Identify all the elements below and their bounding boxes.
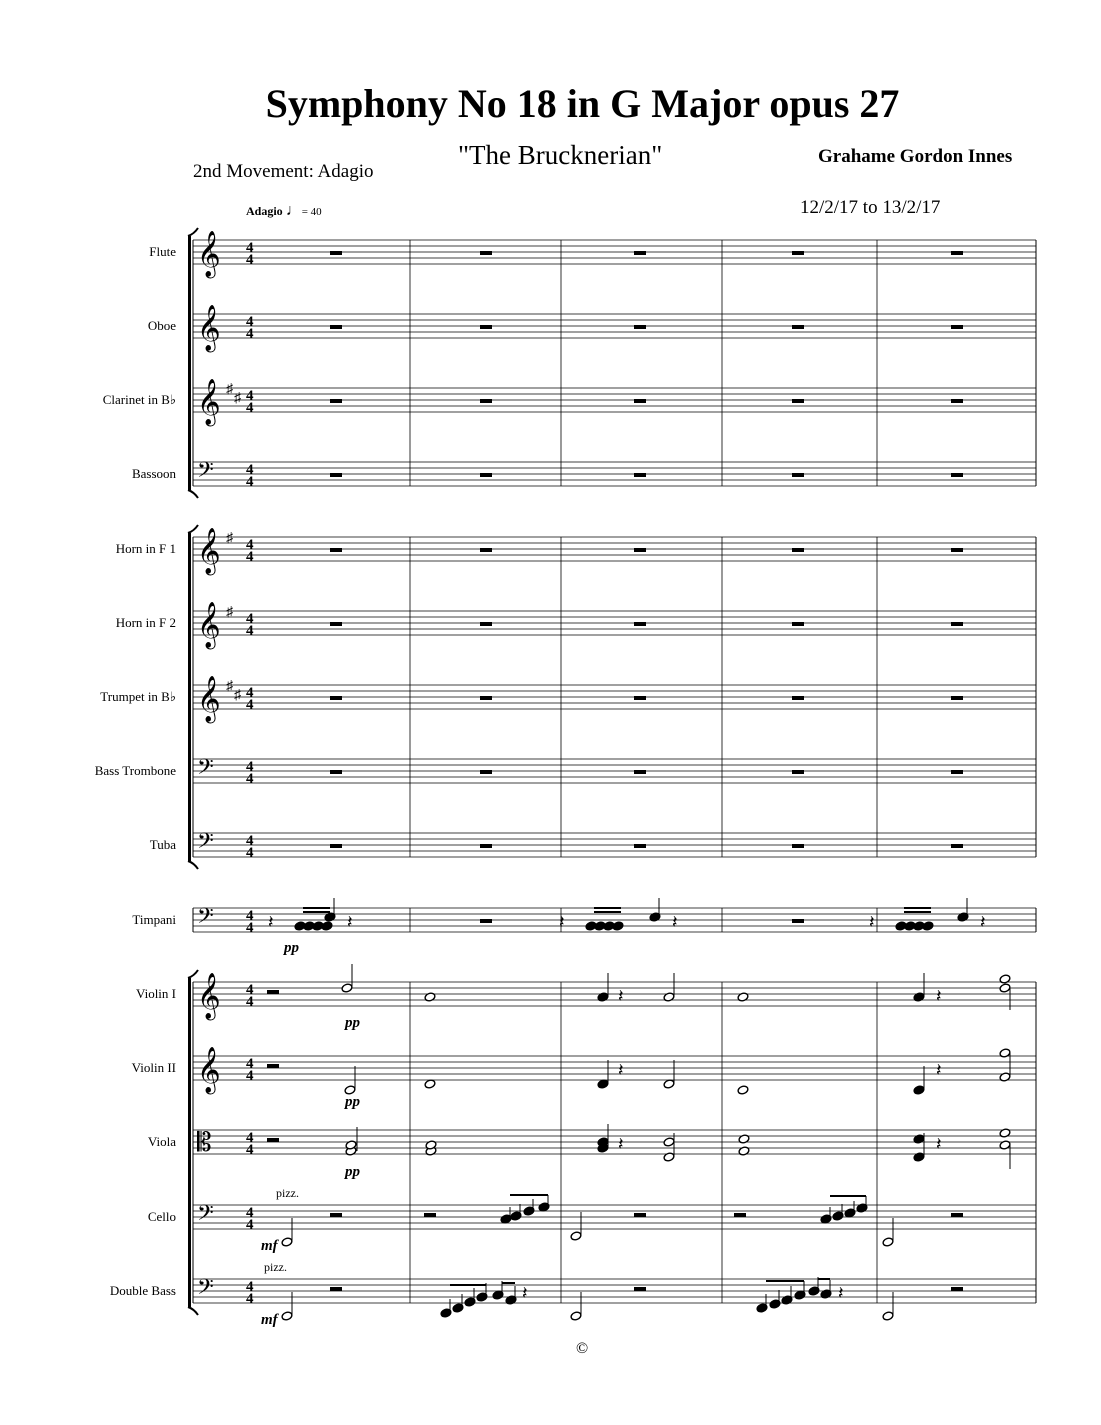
half-note: [663, 1152, 675, 1162]
time-signature-bottom: 4: [246, 400, 254, 416]
movement-label: 2nd Movement: Adagio: [193, 161, 374, 182]
time-signature-bottom: 4: [246, 845, 254, 861]
sharp-icon: ♯: [226, 679, 233, 694]
time-signature-top: 4: [246, 833, 254, 849]
bracket-hook: [188, 490, 198, 498]
quarter-note-icon: ♩: [285, 202, 302, 219]
whole-rest-icon: [792, 251, 804, 255]
clef-bass-icon: 𝄢: [197, 755, 214, 785]
time-signature-top: 4: [246, 1205, 254, 1221]
instrument-label-violin2: Violin II: [131, 1060, 176, 1075]
clef-treble-icon: 𝄞: [197, 305, 221, 351]
half-note: [999, 983, 1011, 993]
whole-rest-icon: [634, 399, 646, 403]
whole-rest-icon: [792, 548, 804, 552]
instrument-label-horn2: Horn in F 2: [115, 615, 176, 630]
whole-rest-icon: [634, 473, 646, 477]
whole-rest-icon: [634, 844, 646, 848]
time-signature-bottom: 4: [246, 771, 254, 787]
clef-bass-icon: 𝄢: [197, 458, 214, 488]
time-signature-top: 4: [246, 388, 254, 404]
half-note: [663, 1137, 675, 1147]
whole-rest-icon: [951, 548, 963, 552]
whole-rest-icon: [480, 622, 492, 626]
instrument-label-horn1: Horn in F 1: [115, 541, 176, 556]
half-rest-icon: [330, 1287, 342, 1291]
dynamic-viola: pp: [345, 1164, 360, 1180]
quarter-rest-icon: 𝄽: [980, 912, 986, 933]
clef-treble-icon: 𝄞: [197, 528, 221, 574]
instrument-label-viola: Viola: [147, 1134, 176, 1149]
sharp-icon: ♯: [234, 391, 241, 406]
quarter-rest-icon: 𝄽: [936, 986, 942, 1007]
quarter-rest-icon: 𝄽: [838, 1283, 844, 1304]
whole-rest-icon: [330, 844, 342, 848]
half-rest-icon: [424, 1213, 436, 1217]
bracket: [188, 236, 191, 490]
whole-rest-icon: [951, 696, 963, 700]
time-signature-top: 4: [246, 537, 254, 553]
whole-rest-icon: [330, 473, 342, 477]
time-signature-bottom: 4: [246, 1068, 254, 1084]
half-rest-icon: [634, 1287, 646, 1291]
whole-rest-icon: [951, 622, 963, 626]
whole-rest-icon: [480, 251, 492, 255]
whole-rest-icon: [951, 770, 963, 774]
whole-rest-icon: [480, 770, 492, 774]
technique-double-bass: pizz.: [264, 1260, 287, 1274]
sharp-icon: ♯: [226, 531, 233, 546]
half-rest-icon: [267, 990, 279, 994]
composer-name: Grahame Gordon Innes: [818, 146, 1013, 167]
time-signature-top: 4: [246, 611, 254, 627]
quarter-rest-icon: 𝄽: [522, 1283, 528, 1304]
whole-rest-icon: [634, 696, 646, 700]
quarter-rest-icon: 𝄽: [559, 912, 565, 933]
whole-note: [424, 992, 436, 1002]
sharp-icon: ♯: [226, 605, 233, 620]
time-signature-bottom: 4: [246, 474, 254, 490]
instrument-label-cello: Cello: [147, 1209, 176, 1224]
clef-treble-icon: 𝄞: [197, 231, 221, 277]
quarter-rest-icon: 𝄽: [347, 912, 353, 933]
whole-rest-icon: [480, 399, 492, 403]
clef-treble-icon: 𝄞: [197, 676, 221, 722]
whole-rest-icon: [951, 325, 963, 329]
quarter-note: [597, 992, 609, 1002]
time-signature-bottom: 4: [246, 920, 254, 936]
clef-bass-icon: 𝄢: [197, 1275, 214, 1305]
whole-note: [737, 1085, 749, 1095]
timpani-note: [321, 921, 333, 931]
whole-rest-icon: [330, 770, 342, 774]
half-note: [999, 1140, 1011, 1150]
half-note: [999, 1072, 1011, 1082]
dynamic-violin2: pp: [345, 1094, 360, 1110]
time-signature-top: 4: [246, 982, 254, 998]
time-signature-bottom: 4: [246, 1142, 254, 1158]
whole-rest-icon: [951, 844, 963, 848]
half-rest-icon: [951, 1287, 963, 1291]
clef-bass-icon: 𝄢: [197, 904, 214, 934]
quarter-note: [597, 1079, 609, 1089]
bracket-hook: [188, 1307, 198, 1315]
instrument-label-bassoon: Bassoon: [131, 466, 176, 481]
time-signature-top: 4: [246, 1056, 254, 1072]
score-subtitle: "The Brucknerian": [458, 140, 663, 170]
timpani-note: [922, 921, 934, 931]
half-note: [344, 1085, 356, 1095]
clef-bass-icon: 𝄢: [197, 1201, 214, 1231]
bracket: [188, 978, 191, 1307]
quarter-rest-icon: 𝄽: [618, 1060, 624, 1081]
bracket: [188, 533, 191, 861]
clef-treble-icon: 𝄞: [197, 1047, 221, 1093]
half-rest-icon: [951, 1213, 963, 1217]
whole-rest-icon: [634, 622, 646, 626]
time-signature-bottom: 4: [246, 994, 254, 1010]
clef-alto-icon: 𝄡: [197, 1128, 212, 1158]
half-rest-icon: [330, 1213, 342, 1217]
time-signature-bottom: 4: [246, 326, 254, 342]
instrument-label-clarinet: Clarinet in B♭: [102, 392, 176, 407]
half-note: [882, 1311, 894, 1321]
time-signature-top: 4: [246, 314, 254, 330]
technique-cello: pizz.: [276, 1186, 299, 1200]
instrument-label-timpani: Timpani: [132, 912, 176, 927]
whole-rest-icon: [480, 548, 492, 552]
tempo-word: Adagio: [246, 204, 283, 218]
half-note: [999, 974, 1011, 984]
half-note: [663, 992, 675, 1002]
whole-rest-icon: [792, 919, 804, 923]
whole-rest-icon: [634, 251, 646, 255]
whole-rest-icon: [330, 696, 342, 700]
whole-rest-icon: [480, 696, 492, 700]
whole-rest-icon: [634, 325, 646, 329]
whole-rest-icon: [792, 770, 804, 774]
time-signature-top: 4: [246, 1130, 254, 1146]
half-note: [570, 1311, 582, 1321]
whole-note: [738, 1146, 750, 1156]
quarter-rest-icon: 𝄽: [268, 912, 274, 933]
whole-note: [738, 1134, 750, 1144]
instrument-label-bass-trombone: Bass Trombone: [94, 763, 176, 778]
half-note: [570, 1231, 582, 1241]
time-signature-bottom: 4: [246, 697, 254, 713]
time-signature-top: 4: [246, 240, 254, 256]
instrument-label-oboe: Oboe: [147, 318, 176, 333]
quarter-note: [913, 1085, 925, 1095]
quarter-rest-icon: 𝄽: [936, 1060, 942, 1081]
whole-rest-icon: [330, 399, 342, 403]
whole-rest-icon: [634, 548, 646, 552]
time-signature-top: 4: [246, 759, 254, 775]
half-note: [999, 1048, 1011, 1058]
instrument-label-flute: Flute: [149, 244, 176, 259]
instrument-label-double-bass: Double Bass: [109, 1283, 176, 1298]
dynamic-violin1: pp: [345, 1015, 360, 1031]
whole-rest-icon: [792, 622, 804, 626]
whole-rest-icon: [951, 399, 963, 403]
quarter-rest-icon: 𝄽: [618, 1134, 624, 1155]
half-note: [663, 1079, 675, 1089]
quarter-rest-icon: 𝄽: [618, 986, 624, 1007]
quarter-note: [913, 992, 925, 1002]
whole-rest-icon: [330, 251, 342, 255]
whole-rest-icon: [480, 844, 492, 848]
quarter-note: [913, 1134, 925, 1144]
whole-rest-icon: [792, 844, 804, 848]
whole-rest-icon: [634, 770, 646, 774]
whole-rest-icon: [330, 548, 342, 552]
time-signature-bottom: 4: [246, 1291, 254, 1307]
half-note: [882, 1237, 894, 1247]
timpani-note: [612, 921, 624, 931]
whole-note: [737, 992, 749, 1002]
whole-rest-icon: [792, 399, 804, 403]
clef-treble-icon: 𝄞: [197, 973, 221, 1019]
half-note: [281, 1311, 293, 1321]
time-signature-bottom: 4: [246, 1217, 254, 1233]
time-signature-top: 4: [246, 685, 254, 701]
whole-rest-icon: [951, 251, 963, 255]
whole-rest-icon: [792, 696, 804, 700]
time-signature-top: 4: [246, 1279, 254, 1295]
half-note: [999, 1128, 1011, 1138]
time-signature-top: 4: [246, 462, 254, 478]
half-note: [341, 983, 353, 993]
whole-note: [424, 1079, 436, 1089]
time-signature-bottom: 4: [246, 623, 254, 639]
score-title: Symphony No 18 in G Major opus 27: [265, 81, 900, 126]
quarter-rest-icon: 𝄽: [672, 912, 678, 933]
half-rest-icon: [734, 1213, 746, 1217]
sharp-icon: ♯: [226, 382, 233, 397]
quarter-rest-icon: 𝄽: [869, 912, 875, 933]
instrument-label-violin1: Violin I: [135, 986, 176, 1001]
time-signature-top: 4: [246, 908, 254, 924]
clef-treble-icon: 𝄞: [197, 602, 221, 648]
whole-rest-icon: [480, 473, 492, 477]
whole-rest-icon: [951, 473, 963, 477]
copyright-mark: ©: [576, 1340, 589, 1357]
quarter-rest-icon: 𝄽: [936, 1134, 942, 1155]
tempo-bpm: = 40: [301, 206, 322, 218]
half-note: [281, 1237, 293, 1247]
half-rest-icon: [267, 1138, 279, 1142]
whole-rest-icon: [792, 325, 804, 329]
whole-rest-icon: [792, 473, 804, 477]
half-rest-icon: [634, 1213, 646, 1217]
instrument-label-tuba: Tuba: [149, 837, 176, 852]
dynamic-timpani: pp: [284, 940, 299, 956]
dynamic-double-bass: mf: [261, 1312, 278, 1328]
whole-rest-icon: [480, 919, 492, 923]
half-rest-icon: [267, 1064, 279, 1068]
quarter-note: [913, 1152, 925, 1162]
whole-rest-icon: [480, 325, 492, 329]
instrument-label-trumpet: Trumpet in B♭: [100, 689, 176, 704]
time-signature-bottom: 4: [246, 252, 254, 268]
dynamic-cello: mf: [261, 1238, 278, 1254]
clef-bass-icon: 𝄢: [197, 829, 214, 859]
clef-treble-icon: 𝄞: [197, 379, 221, 425]
sharp-icon: ♯: [234, 688, 241, 703]
time-signature-bottom: 4: [246, 549, 254, 565]
bracket-hook: [188, 861, 198, 869]
composition-dates: 12/2/17 to 13/2/17: [800, 197, 941, 218]
whole-rest-icon: [330, 325, 342, 329]
whole-rest-icon: [330, 622, 342, 626]
